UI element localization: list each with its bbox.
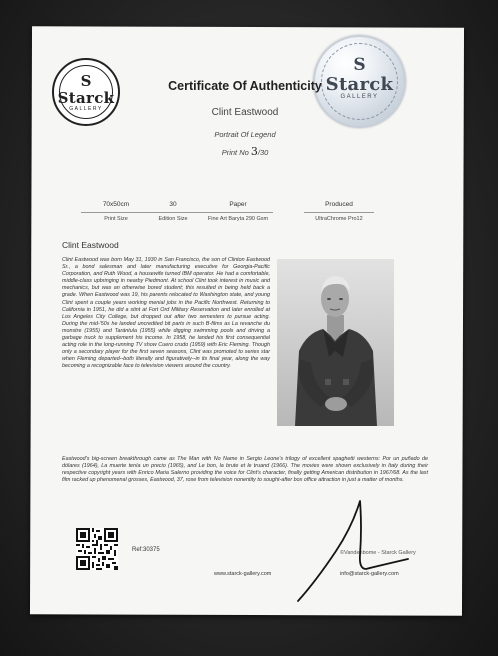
portrait-photo (277, 259, 394, 426)
seal-sub: GALLERY (340, 94, 379, 100)
portrait-illustration (277, 259, 394, 426)
logo-mark: S (80, 72, 92, 90)
spec-rule (304, 212, 374, 213)
certificate-title: Certificate Of Authenticity (168, 79, 322, 93)
qr-code-graphic (76, 528, 118, 570)
spec-paper (193, 201, 283, 222)
signature-stroke (296, 497, 411, 605)
photographer-credit: ©Vandenbome - Starck Gallery (340, 550, 416, 556)
website-link[interactable]: www.starck-gallery.com (214, 571, 272, 577)
email-link[interactable]: info@starck-gallery.com (340, 571, 399, 577)
spec-value: Paper (229, 201, 247, 208)
logo-name: Starck (57, 89, 115, 107)
print-number-value: 3 (250, 145, 258, 158)
artist-name: Clint Eastwood (211, 107, 279, 118)
spec-label: Edition Size (158, 216, 188, 222)
work-title: Portrait Of Legend (214, 130, 276, 139)
gallery-logo-left (52, 58, 120, 126)
spec-label: Fine Art Baryta 290 Gsm (207, 216, 269, 222)
seal-name: Starck (325, 74, 394, 95)
logo-sub: GALLERY (69, 106, 103, 112)
bio-paragraph-1: Clint Eastwood was born May 31, 1930 in San Francisco, the son of Clinton Eastwood Sr., a bond salesman and later manufacturing executive for Georgia-Pacific Corporation, and Ruth Wood, a housewife turned IBM operator. He had a comfortable, middle-class upbringing in nearby Piedmont. At school Clint took interest in music and mechanics, but was an otherwise bored student; this resulted in being held back a grade. When Eastwood was 19, his parents relocated to Washington state, and young Clint spent a couple years working menial jobs in the Pacific Northwest. Returning to California in 1951, he did a stint at Fort Ord Military Reservation and later enrolled at Los Angeles City College, but dropped out after two semesters to pursue acting. During the mid-'50s he landed uncredited bit parts in such B-films as La revanche du monstre (1955) and Tarántula (1955) while digging swimming pools and driving a garbage truck to supplement his income. In 1958, he landed his first consequential acting role in the long-running TV show Cuero crudo (1959) with Eric Fleming. Though only a secondary player for the first seven seasons, Clint was promoted to series star when Fleming departed--both literally and figuratively--in its final year, along the way becoming a recognizable face to television viewers around the country. (62, 257, 270, 370)
signature (296, 497, 411, 605)
spec-label: UltraChrome Pro12 (315, 216, 363, 222)
seal-mark: S (353, 55, 366, 75)
spec-label: Print Size (104, 216, 128, 222)
qr-code[interactable] (76, 528, 118, 570)
spec-produced (294, 201, 384, 222)
print-number-total: /30 (257, 148, 269, 157)
spec-value: Produced (325, 201, 353, 208)
spec-value: 70x50cm (102, 201, 130, 208)
bio-heading: Clint Eastwood (62, 240, 119, 250)
reference-number: Ref:30375 (132, 547, 160, 553)
spec-value: 30 (169, 201, 177, 208)
print-number (140, 145, 350, 158)
spec-rule (203, 212, 273, 213)
print-number-label: Print No (221, 148, 249, 157)
bio-paragraph-2: Eastwood's big-screen breakthrough came as The Man with No Name in Sergio Leone's trilogy of excellent spaghetti westerns: Por un puñado de dólares (1964), La muerte tenía un precio (1965), and Le bon, la brute et le truand (1966). The movies were shown exclusively in Italy during their respective copyright years with Enrico Maria Salerno providing the voice for Clint's character, finally getting American distribution in 1967/68. As the last film racked up phenomenal grosses, Eastwood, 37, rose from television nonentity to sought-after box office attraction in just a matter of months. (62, 456, 428, 484)
